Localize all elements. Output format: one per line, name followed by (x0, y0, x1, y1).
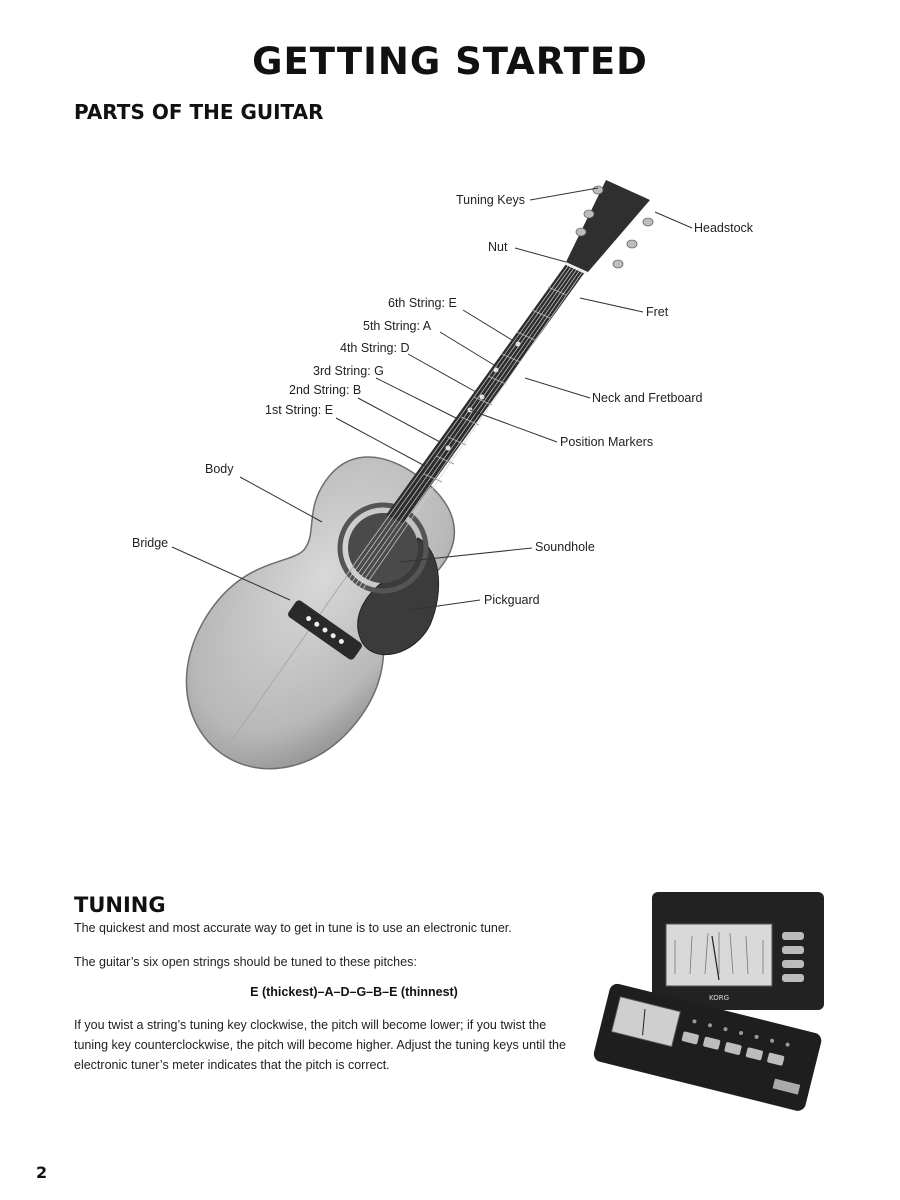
label-string-6: 6th String: E (388, 296, 457, 310)
tuning-paragraph-1: The quickest and most accurate way to get in tune is to use an electronic tuner. (74, 921, 512, 935)
label-nut: Nut (488, 240, 508, 254)
tuning-pitches: E (thickest)–A–D–G–B–E (thinnest) (250, 985, 458, 999)
label-string-1: 1st String: E (265, 403, 334, 417)
label-tuning-keys: Tuning Keys (456, 193, 526, 207)
parts-heading: PARTS OF THE GUITAR (74, 100, 324, 124)
label-neck-and-fretboard: Neck and Fretboard (592, 391, 703, 405)
headstock (566, 180, 650, 272)
page-title: GETTING STARTED (252, 40, 648, 83)
label-string-4: 4th String: D (340, 341, 410, 355)
tuner-brand: KORG (708, 994, 730, 1002)
label-headstock: Headstock (694, 221, 754, 235)
label-string-5: 5th String: A (363, 319, 432, 333)
label-pickguard: Pickguard (484, 593, 540, 607)
page-number: 2 (36, 1163, 48, 1182)
label-bridge: Bridge (132, 536, 169, 550)
tuning-paragraph-3: If you twist a string’s tuning key clockwise, the pitch will become lower; if you twist the tuning key counterclockwise, the pitch will become higher. Adjust the tuning keys until the electronic tuner’s meter indicates that the pitch is correct. (74, 1018, 566, 1072)
label-soundhole: Soundhole (535, 540, 595, 554)
label-string-3: 3rd String: G (313, 364, 384, 378)
label-position-markers: Position Markers (560, 435, 654, 449)
tuning-paragraph-2: The guitar’s six open strings should be tuned to these pitches: (74, 955, 417, 969)
tuning-heading: TUNING (74, 893, 166, 917)
label-body: Body (205, 462, 234, 476)
electronic-tuner-photo (580, 880, 830, 1120)
label-fret: Fret (646, 305, 669, 319)
label-string-2: 2nd String: B (289, 383, 362, 397)
